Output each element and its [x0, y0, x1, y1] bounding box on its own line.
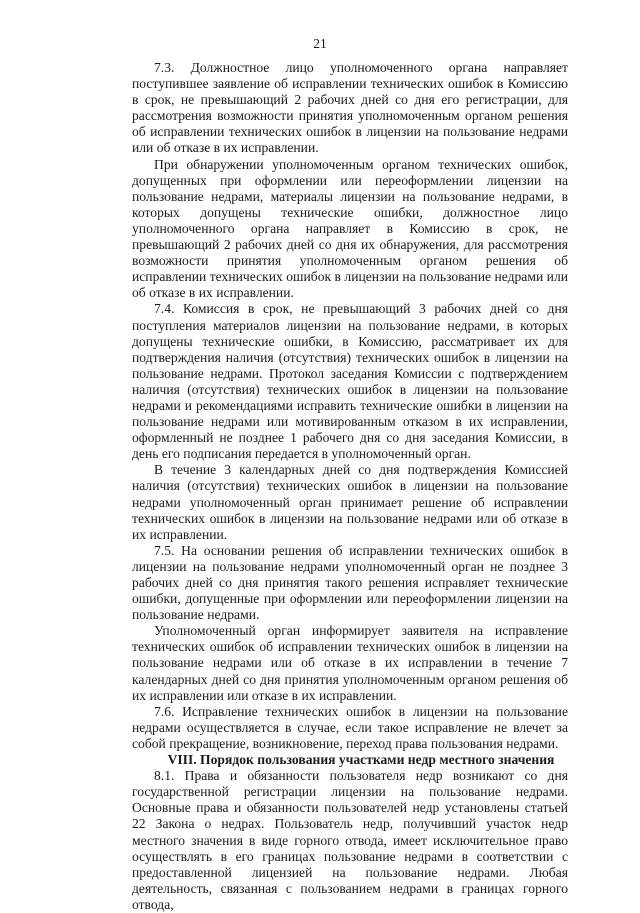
document-body — [132, 60, 568, 913]
paragraph-7-5: 7.5. На основании решения об исправлении технических ошибок в лицензии на пользование недрами уполномоченный орган не позднее 3 рабочих дней со дня принятия такого решения исправляет технические ошибки, допущенные при оформлении или переоформлении лицензии на пользование недрами. — [132, 542, 568, 623]
paragraph-7-5-notification: Уполномоченный орган информирует заявителя на исправление технических ошибок об исправлении технических ошибок в лицензии на пользование недрами или об отказе в их исправлении в течение 7 календарных дней со дня принятия уполномоченным органом решения об их исправлении или отказе в их исправлении. — [132, 623, 568, 703]
paragraph-7-6: 7.6. Исправление технических ошибок в лицензии на пользование недрами осуществляется в случае, если такое исправление не влечет за собой прекращение, возникновение, переход права пользования недрами. — [132, 703, 568, 751]
paragraph-7-3: 7.3. Должностное лицо уполномоченного органа направляет поступившее заявление об исправлении технических ошибок в Комиссию в срок, не превышающий 2 рабочих дней со дня его регистрации, для рассмотрения возможности принятия уполномоченным органом решения об исправлении технических ошибок в лицензии на пользование недрами или об отказе в их исправлении. — [132, 60, 568, 156]
paragraph-8-1: 8.1. Права и обязанности пользователя недр возникают со дня государственной регистрации лицензии на пользование недрами. Основные права и обязанности пользователей недр установлены статьей 22 Закона о недрах. Пользователь недр, получивший участок недр местного значения в виде горного отвода, имеет исключительное право осуществлять в его границах пользование недрами в соответствии с предоставленной лицензией на пользование недрами. Любая деятельность, связанная с пользованием недрами в границах горного отвода, — [132, 768, 568, 912]
paragraph-7-3-detection: При обнаружении уполномоченным органом технических ошибок, допущенных при оформлении или переоформлении лицензии на пользование недрами, материалы лицензии на пользование недрами, в которых допущены технические ошибки, должностное лицо уполномоченного органа направляет в Комиссию в срок, не превышающий 2 рабочих дней со дня их обнаружения, для рассмотрения возможности принятия уполномоченным органом решения об исправлении технических ошибок в лицензии на пользование недрами или об отказе в их исправлении. — [132, 156, 568, 301]
section-heading: VIII. Порядок пользования участками недр местного значения — [167, 752, 555, 768]
paragraph-7-4: 7.4. Комиссия в срок, не превышающий 3 рабочих дней со дня поступления материалов лицензии на пользование недрами, в которых допущены технические ошибки, в Комиссию, рассматривает их для подтверждения наличия (отсутствия) технических ошибок в лицензии на пользование недрами. Протокол заседания Комиссии с подтверждением наличия (отсутствия) технических ошибок в лицензии на пользование недрами и рекомендациями исправить технические ошибки в лицензии на пользование недрами или мотивированным отказом в их исправлении, оформленный не позднее 1 рабочего дня со дня заседания Комиссии, в день его подписания передается в уполномоченный орган. — [132, 301, 568, 462]
page-number: 21 — [313, 36, 327, 51]
paragraph-7-4-decision: В течение 3 календарных дней со дня подтверждения Комиссией наличия (отсутствия) технических ошибок в лицензии на пользование недрами уполномоченный орган принимает решение об исправлении технических ошибок в лицензии на пользование недрами или об отказе в их исправлении. — [132, 462, 568, 542]
